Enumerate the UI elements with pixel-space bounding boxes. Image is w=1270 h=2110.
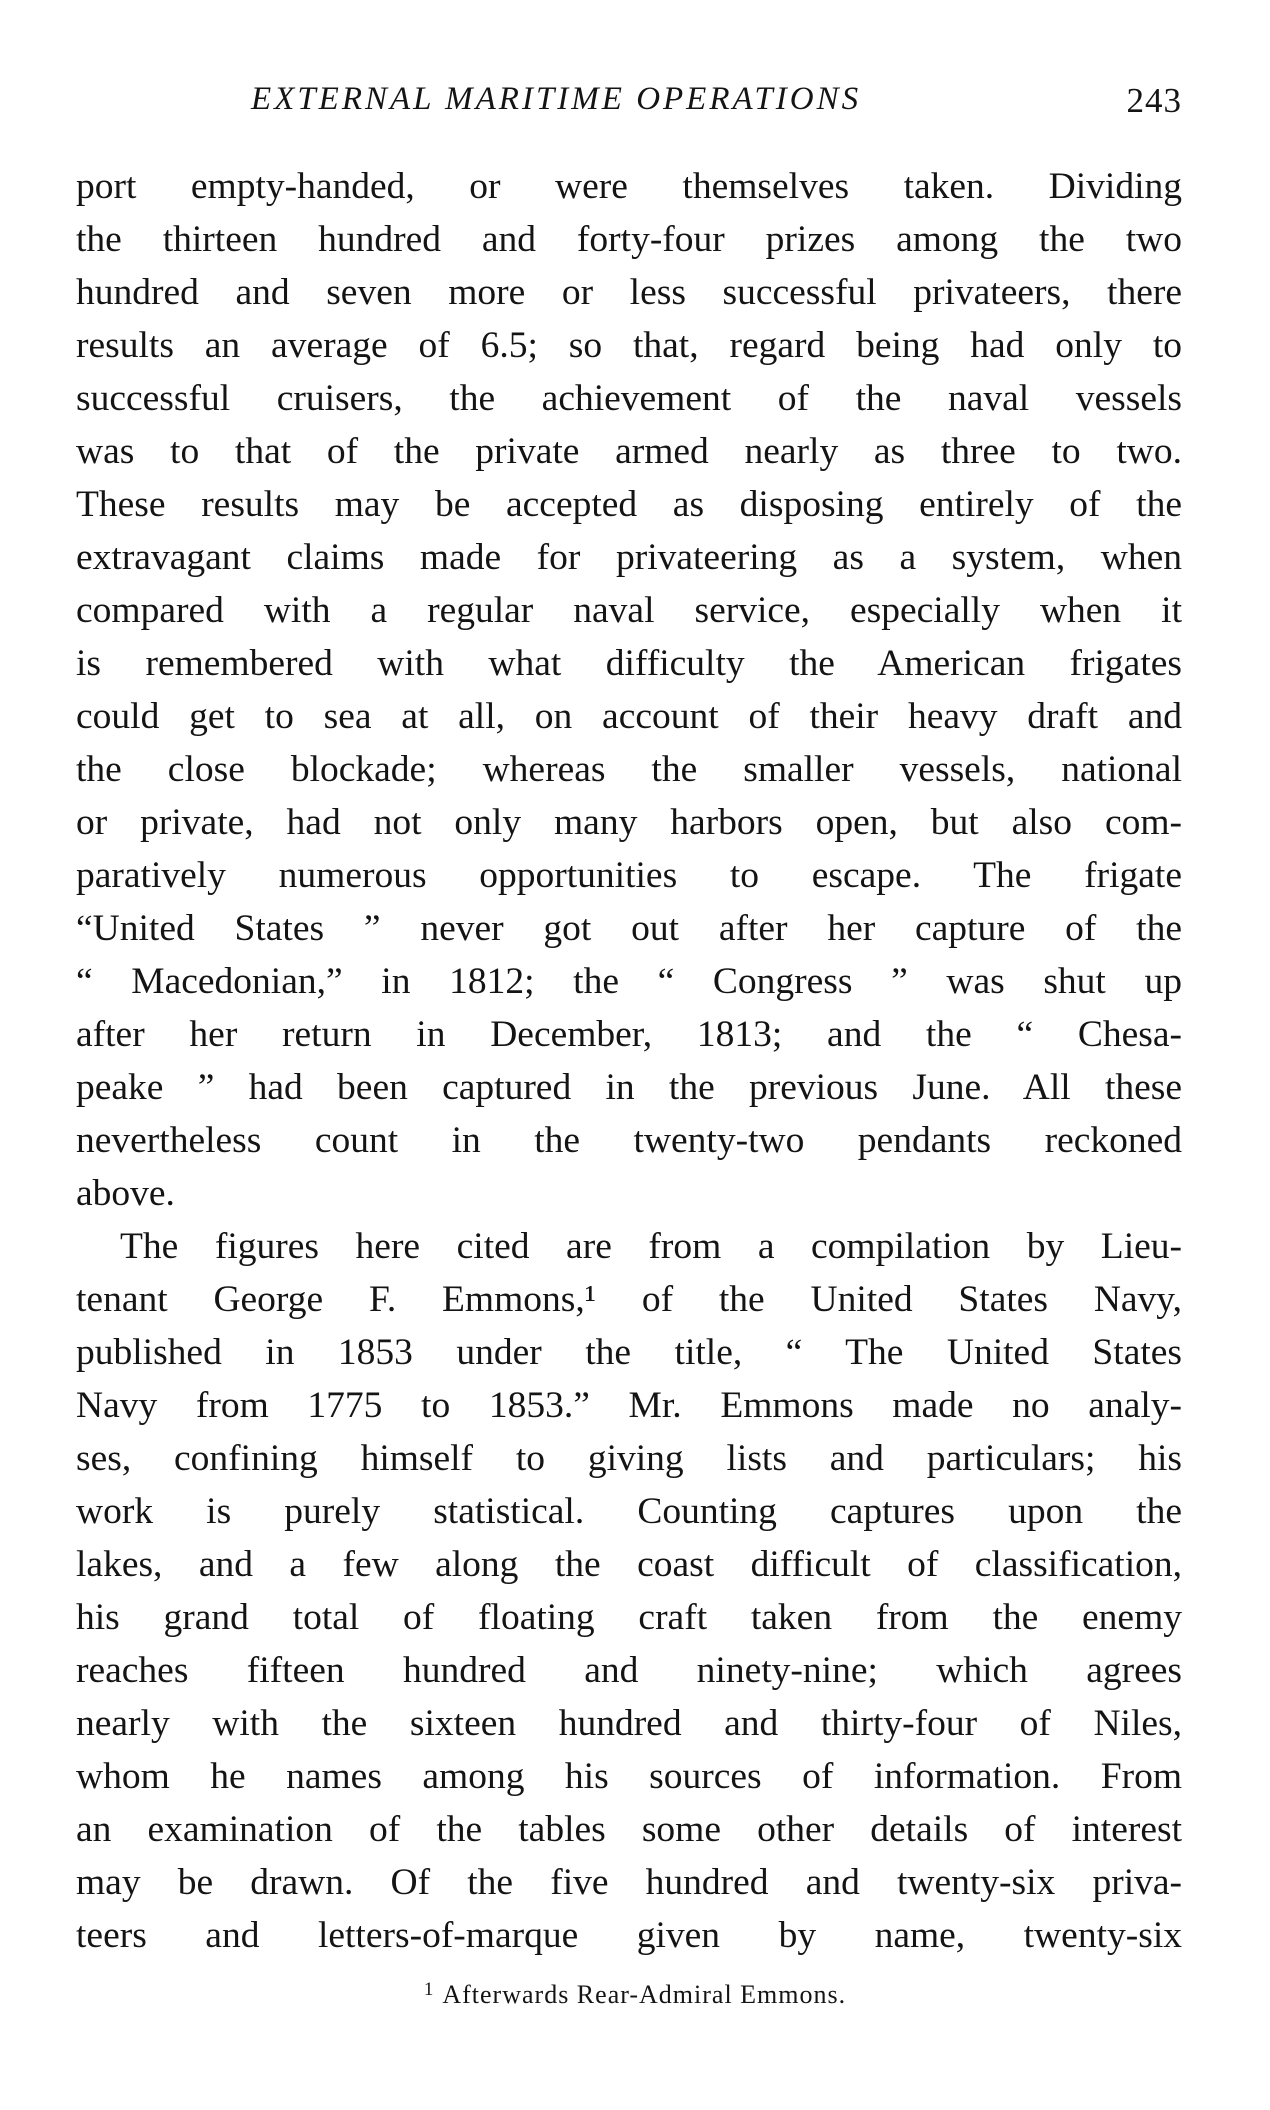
text-line: work is purely statistical. Counting captures upon the (76, 1491, 1182, 1532)
text-line: Navy from 1775 to 1853.” Mr. Emmons made no analy- (76, 1385, 1182, 1426)
text-line: or private, had not only many harbors open, but also com- (76, 802, 1182, 843)
text-line: compared with a regular naval service, especially when it (76, 590, 1182, 631)
text-line: is remembered with what difficulty the American frigates (76, 643, 1182, 684)
text-line: peake ” had been captured in the previous June. All these (76, 1067, 1182, 1108)
text-line: These results may be accepted as disposing entirely of the (76, 484, 1182, 525)
text-line: paratively numerous opportunities to escape. The frigate (76, 855, 1182, 896)
running-head (76, 74, 1182, 124)
text-line: reaches fifteen hundred and ninety-nine; which agrees (76, 1650, 1182, 1691)
text-line: extravagant claims made for privateering as a system, when (76, 537, 1182, 578)
text-line: “United States ” never got out after her capture of the (76, 908, 1182, 949)
text-line: the thirteen hundred and forty-four prizes among the two (76, 219, 1182, 260)
page-number: 243 (1126, 81, 1182, 120)
text-line: nevertheless count in the twenty-two pendants reckoned (76, 1120, 1182, 1161)
text-line: was to that of the private armed nearly as three to two. (76, 431, 1182, 472)
text-line: his grand total of floating craft taken from the enemy (76, 1597, 1182, 1638)
body-text (76, 160, 1182, 1962)
text-line: “ Macedonian,” in 1812; the “ Congress ” was shut up (76, 961, 1182, 1002)
text-line: the close blockade; whereas the smaller vessels, national (76, 749, 1182, 790)
text-line: whom he names among his sources of information. From (76, 1756, 1182, 1797)
text-line: after her return in December, 1813; and the “ Chesa- (76, 1014, 1182, 1055)
text-line: The figures here cited are from a compilation by Lieu- (120, 1226, 1182, 1267)
text-line: above. (76, 1173, 175, 1214)
text-line: could get to sea at all, on account of their heavy draft and (76, 696, 1182, 737)
footnote-text: Afterwards Rear-Admiral Emmons. (442, 1980, 847, 2009)
text-line: successful cruisers, the achievement of the naval vessels (76, 378, 1182, 419)
text-line: teers and letters-of-marque given by name, twenty-six (76, 1915, 1182, 1956)
text-line: lakes, and a few along the coast difficult of classification, (76, 1544, 1182, 1585)
text-line: may be drawn. Of the five hundred and twenty-six priva- (76, 1862, 1182, 1903)
paragraph-1 (76, 160, 1182, 1220)
text-line: port empty-handed, or were themselves taken. Dividing (76, 166, 1182, 207)
text-line: hundred and seven more or less successful privateers, there (76, 272, 1182, 313)
text-line: nearly with the sixteen hundred and thirty-four of Niles, (76, 1703, 1182, 1744)
text-line: results an average of 6.5; so that, regard being had only to (76, 325, 1182, 366)
text-line: an examination of the tables some other details of interest (76, 1809, 1182, 1850)
text-line: tenant George F. Emmons,¹ of the United States Navy, (76, 1279, 1182, 1320)
footnote (0, 1970, 1270, 2015)
text-line: published in 1853 under the title, “ The United States (76, 1332, 1182, 1373)
running-title: EXTERNAL MARITIME OPERATIONS (251, 81, 862, 117)
paragraph-2 (76, 1220, 1182, 1962)
text-line: ses, confining himself to giving lists and particulars; his (76, 1438, 1182, 1479)
footnote-marker: 1 (423, 1979, 435, 2000)
